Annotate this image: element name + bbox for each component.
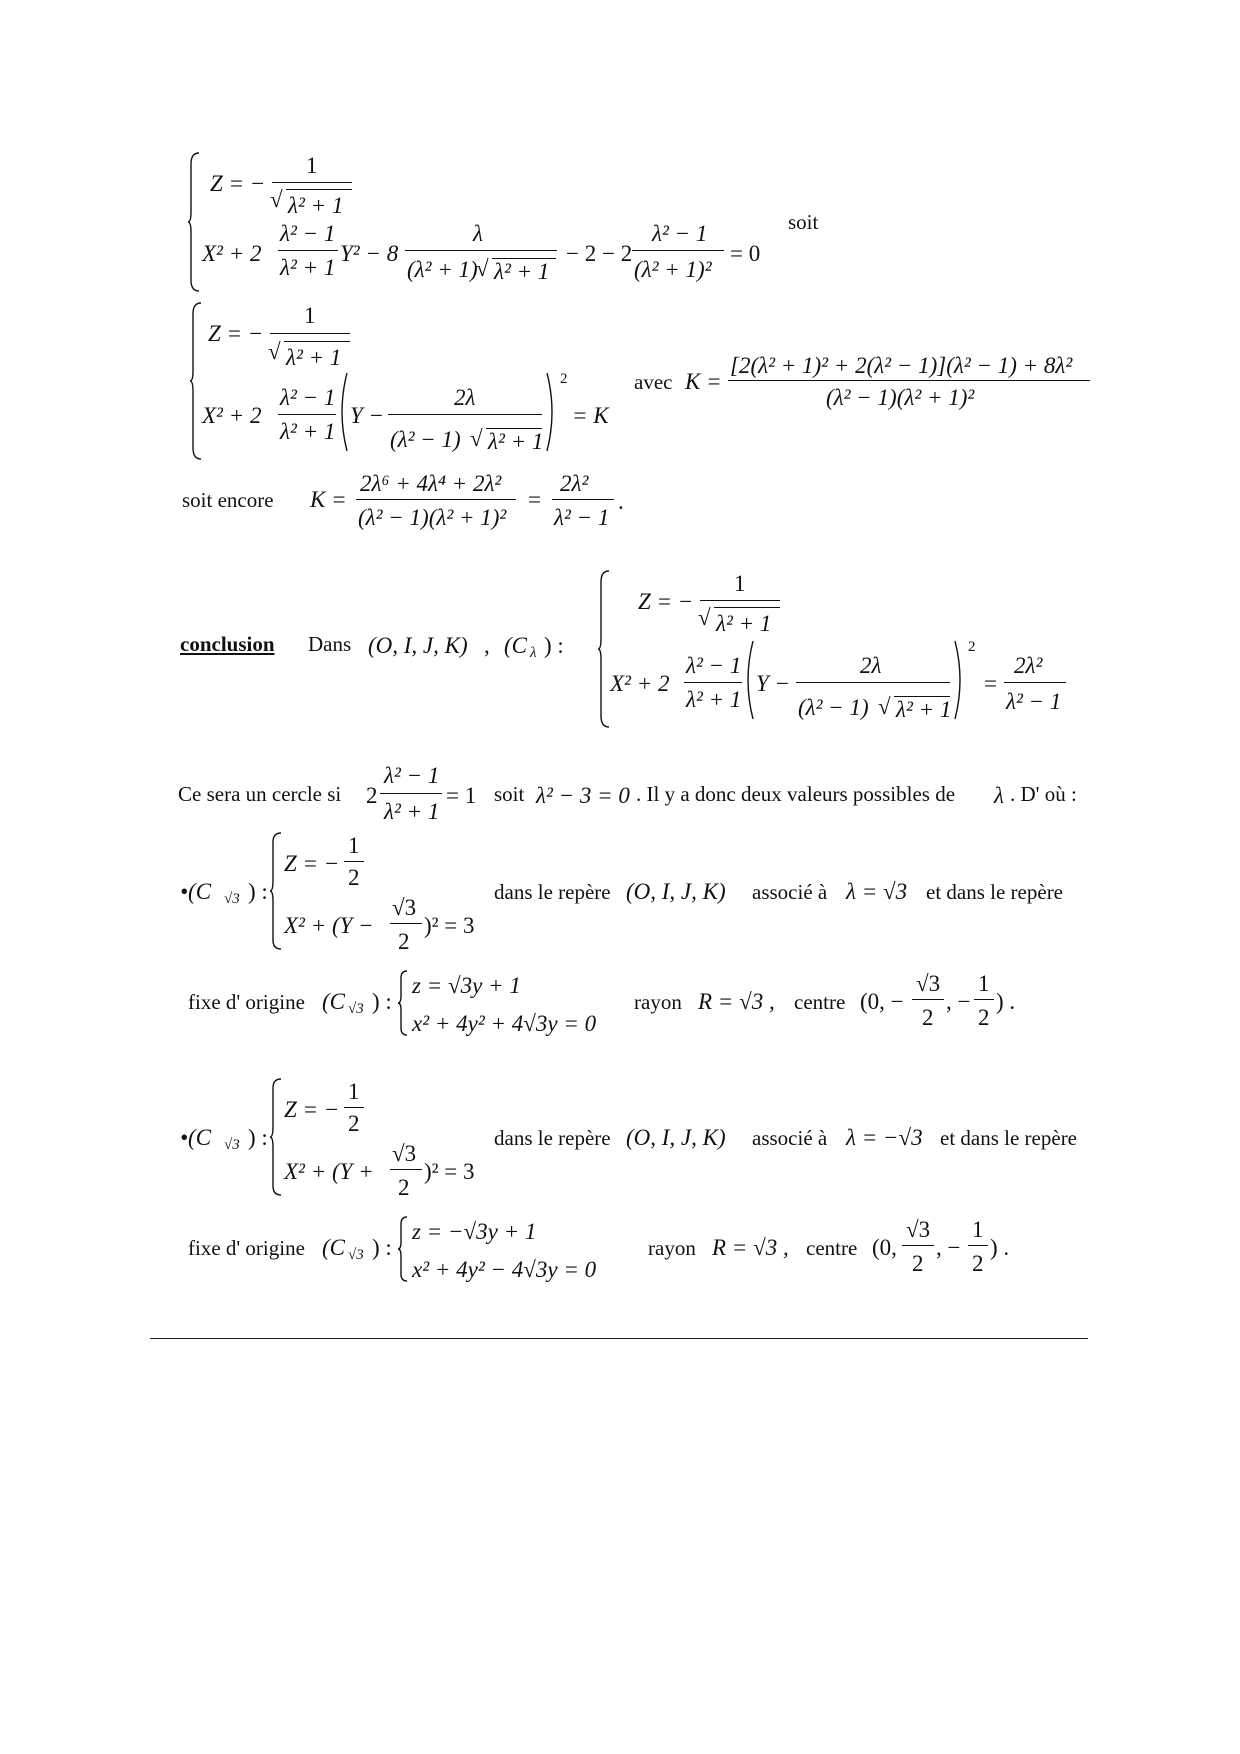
text-centre: centre bbox=[794, 990, 846, 1014]
sqrt-sign: √ bbox=[268, 339, 281, 364]
word-avec: avec bbox=[634, 370, 673, 394]
horizontal-rule bbox=[150, 1338, 1088, 1339]
fraction-bar bbox=[278, 414, 336, 415]
text-fixe-origine: fixe d' origine bbox=[188, 990, 305, 1014]
denominator: (λ² + 1) bbox=[407, 257, 478, 282]
C-sqrt3-sub: √3 bbox=[348, 1001, 364, 1017]
denominator: 2 bbox=[398, 929, 410, 954]
equals-K: = K bbox=[572, 403, 609, 428]
centre-open: (0, bbox=[872, 1235, 897, 1260]
fraction-bar bbox=[388, 414, 542, 415]
colon: ) : bbox=[372, 989, 392, 1014]
numerator: 2λ² bbox=[1014, 653, 1043, 678]
sqrt-overline bbox=[284, 341, 350, 342]
y2-term: Y² − 8 bbox=[340, 241, 399, 266]
numerator: 1 bbox=[734, 571, 746, 596]
z-plane-equation: z = −√3y + 1 bbox=[412, 1219, 537, 1244]
sentence-deux-valeurs: . Il y a donc deux valeurs possibles de bbox=[636, 782, 956, 806]
colon: ) : bbox=[544, 633, 564, 658]
C-lambda: (C bbox=[504, 633, 527, 658]
C-sqrt3-label: •(C bbox=[180, 879, 212, 904]
numerator: 2λ bbox=[860, 653, 882, 678]
denominator: 2 bbox=[348, 865, 360, 890]
frame-label: (O, I, J, K) bbox=[626, 1125, 726, 1150]
fraction-bar bbox=[700, 600, 780, 601]
colon: ) : bbox=[372, 1235, 392, 1260]
fraction-bar bbox=[344, 861, 364, 862]
left-paren bbox=[336, 372, 348, 452]
sqrt-overline bbox=[286, 189, 352, 190]
square-equals: )² = 3 bbox=[424, 1159, 475, 1184]
numerator: √3 bbox=[392, 895, 417, 920]
left-brace bbox=[190, 302, 202, 460]
square-equals: )² = 3 bbox=[424, 913, 475, 938]
lambda-value: λ = −√3 bbox=[846, 1125, 923, 1150]
z-plane-equation: z = √3y + 1 bbox=[412, 973, 521, 998]
C-sqrt3-label: (C bbox=[322, 989, 345, 1014]
denominator: λ² + 1 bbox=[280, 419, 336, 444]
denominator: 2 bbox=[972, 1251, 984, 1276]
equals-zero: = 0 bbox=[730, 241, 761, 266]
coefficient: 2 bbox=[366, 783, 378, 808]
sqrt-sign: √ bbox=[878, 694, 891, 719]
denominator: 2 bbox=[978, 1005, 990, 1030]
numerator: λ bbox=[473, 221, 483, 246]
K-label: K = bbox=[685, 369, 722, 394]
fraction-bar bbox=[912, 999, 944, 1000]
numerator: λ² − 1 bbox=[280, 221, 336, 246]
numerator: √3 bbox=[906, 1217, 931, 1242]
denominator: 2 bbox=[912, 1251, 924, 1276]
centre-open: (0, − bbox=[860, 989, 904, 1014]
centre-close: ) . bbox=[990, 1235, 1010, 1260]
text-centre: centre bbox=[806, 1236, 858, 1260]
y-minus: Y − bbox=[756, 671, 791, 696]
z-equation: Z = − bbox=[638, 589, 694, 614]
sentence-cercle: Ce sera un cercle si bbox=[178, 782, 342, 806]
numerator: 1 bbox=[348, 833, 360, 858]
denominator: 2 bbox=[398, 1175, 410, 1200]
z-equation: Z = − bbox=[208, 321, 264, 346]
x2-term: X² + 2 bbox=[610, 671, 670, 696]
lambda-equation: λ² − 3 = 0 bbox=[536, 783, 630, 808]
word-soit-encore: soit encore bbox=[182, 488, 274, 512]
denominator: λ² − 1 bbox=[1006, 689, 1062, 714]
fraction-bar bbox=[380, 793, 442, 794]
denominator: 2 bbox=[348, 1111, 360, 1136]
lambda-symbol: λ bbox=[994, 783, 1004, 808]
sqrt-sign: √ bbox=[476, 256, 489, 281]
period: . bbox=[618, 489, 624, 514]
lambda-value: λ = √3 bbox=[846, 879, 908, 904]
numerator: 2λ² bbox=[560, 471, 589, 496]
fraction-bar bbox=[1004, 682, 1066, 683]
right-paren bbox=[954, 640, 966, 720]
text-dans-repere: dans le repère bbox=[494, 880, 611, 904]
sentence-d-ou: . D' où : bbox=[1010, 782, 1077, 806]
numerator: 1 bbox=[306, 153, 318, 178]
left-brace bbox=[270, 1078, 282, 1196]
numerator: √3 bbox=[392, 1141, 417, 1166]
text-dans-repere: dans le repère bbox=[494, 1126, 611, 1150]
xy-equation: x² + 4y² + 4√3y = 0 bbox=[412, 1011, 597, 1036]
fraction-bar bbox=[632, 250, 724, 251]
denominator: (λ² − 1) bbox=[798, 695, 869, 720]
text-et-dans: et dans le repère bbox=[940, 1126, 1078, 1150]
exponent: 2 bbox=[560, 371, 568, 387]
numerator: 1 bbox=[978, 971, 990, 996]
fraction-bar bbox=[728, 380, 1090, 381]
left-brace bbox=[270, 832, 282, 950]
sqrt-radicand: λ² + 1 bbox=[896, 697, 952, 722]
exponent: 2 bbox=[968, 639, 976, 655]
fraction-bar bbox=[902, 1245, 934, 1246]
colon: ) : bbox=[248, 1125, 268, 1150]
text-associe: associé à bbox=[752, 1126, 828, 1150]
left-brace bbox=[598, 570, 610, 728]
x2-y-term: X² + (Y + bbox=[284, 1159, 374, 1184]
left-brace bbox=[188, 152, 200, 292]
denominator: λ² + 1 bbox=[686, 687, 742, 712]
fraction-bar bbox=[344, 1107, 364, 1108]
numerator: √3 bbox=[916, 971, 941, 996]
K-numerator: [2(λ² + 1)² + 2(λ² − 1)](λ² − 1) + 8λ² bbox=[730, 353, 1073, 378]
fraction-bar bbox=[272, 182, 352, 183]
numerator: λ² − 1 bbox=[280, 385, 336, 410]
equals-one: = 1 bbox=[446, 783, 477, 808]
equals: = bbox=[984, 671, 997, 696]
fraction-bar bbox=[278, 250, 338, 251]
right-paren bbox=[546, 372, 558, 452]
x2-y-term: X² + (Y − bbox=[284, 913, 374, 938]
text-fixe-origine: fixe d' origine bbox=[188, 1236, 305, 1260]
denominator: λ² − 1 bbox=[554, 505, 610, 530]
C-sqrt3-label: •(C bbox=[180, 1125, 212, 1150]
minus-terms: − 2 − 2 bbox=[566, 241, 633, 266]
denominator: (λ² − 1) bbox=[390, 427, 461, 452]
z-equation: Z = − bbox=[284, 851, 340, 876]
C-sqrt3-label: (C bbox=[322, 1235, 345, 1260]
numerator: λ² − 1 bbox=[384, 763, 440, 788]
fraction-bar bbox=[405, 250, 557, 251]
word-dans: Dans bbox=[308, 632, 352, 656]
sqrt-radicand: λ² + 1 bbox=[286, 345, 342, 370]
centre-close: ) . bbox=[996, 989, 1016, 1014]
left-paren bbox=[742, 640, 754, 720]
frame-label: (O, I, J, K) bbox=[626, 879, 726, 904]
numerator: λ² − 1 bbox=[652, 221, 708, 246]
comma: , bbox=[484, 633, 490, 658]
sqrt-radicand: λ² + 1 bbox=[288, 193, 344, 218]
sqrt-radicand: λ² + 1 bbox=[488, 429, 544, 454]
sqrt-radicand: λ² + 1 bbox=[716, 611, 772, 636]
colon: ) : bbox=[248, 879, 268, 904]
x2-term: X² + 2 bbox=[202, 403, 262, 428]
centre-mid: , − bbox=[936, 1235, 961, 1260]
fraction-bar bbox=[684, 682, 742, 683]
left-brace bbox=[398, 970, 408, 1036]
numerator: 2λ bbox=[454, 385, 476, 410]
y-minus: Y − bbox=[350, 403, 385, 428]
numerator: λ² − 1 bbox=[686, 653, 742, 678]
numerator: 1 bbox=[348, 1079, 360, 1104]
numerator: 2λ⁶ + 4λ⁴ + 2λ² bbox=[360, 471, 502, 496]
fraction-bar bbox=[968, 1245, 988, 1246]
K-denominator: (λ² − 1)(λ² + 1)² bbox=[826, 385, 975, 410]
text-rayon: rayon bbox=[634, 990, 682, 1014]
word-soit: soit bbox=[494, 782, 525, 806]
sqrt-sign: √ bbox=[698, 605, 711, 630]
centre-mid: , − bbox=[946, 989, 971, 1014]
C-sqrt3-sub: √3 bbox=[224, 1137, 240, 1153]
sqrt-sign: √ bbox=[470, 426, 483, 451]
fraction-bar bbox=[356, 499, 516, 500]
sqrt-overline bbox=[714, 607, 780, 608]
left-brace bbox=[398, 1216, 408, 1282]
z-equation: Z = − bbox=[210, 171, 266, 196]
C-sqrt3-sub: √3 bbox=[348, 1247, 364, 1263]
xy-equation: x² + 4y² − 4√3y = 0 bbox=[412, 1257, 597, 1282]
text-associe: associé à bbox=[752, 880, 828, 904]
denominator: λ² + 1 bbox=[384, 799, 440, 824]
equals: = bbox=[528, 487, 541, 512]
numerator: 1 bbox=[304, 303, 316, 328]
C-sqrt3-sub: √3 bbox=[224, 891, 240, 907]
C-lambda-sub: λ bbox=[530, 645, 537, 661]
radius-value: R = √3 , bbox=[698, 989, 775, 1014]
text-et-dans: et dans le repère bbox=[926, 880, 1064, 904]
denominator: λ² + 1 bbox=[280, 255, 336, 280]
frame-label: (O, I, J, K) bbox=[368, 633, 468, 658]
text-rayon: rayon bbox=[648, 1236, 696, 1260]
denominator: 2 bbox=[922, 1005, 934, 1030]
fraction-bar bbox=[390, 1169, 422, 1170]
fraction-bar bbox=[796, 682, 950, 683]
fraction-bar bbox=[270, 333, 350, 334]
z-equation: Z = − bbox=[284, 1097, 340, 1122]
numerator: 1 bbox=[972, 1217, 984, 1242]
radius-value: R = √3 , bbox=[712, 1235, 789, 1260]
fraction-bar bbox=[552, 499, 614, 500]
word-soit: soit bbox=[788, 210, 819, 234]
fraction-bar bbox=[390, 923, 422, 924]
K-label: K = bbox=[310, 487, 347, 512]
sqrt-radicand: λ² + 1 bbox=[494, 259, 550, 284]
sqrt-sign: √ bbox=[270, 187, 283, 212]
denominator: (λ² − 1)(λ² + 1)² bbox=[358, 505, 507, 530]
conclusion-heading: conclusion bbox=[180, 632, 275, 656]
denominator: (λ² + 1)² bbox=[634, 257, 712, 282]
fraction-bar bbox=[974, 999, 994, 1000]
x2-term: X² + 2 bbox=[202, 241, 262, 266]
